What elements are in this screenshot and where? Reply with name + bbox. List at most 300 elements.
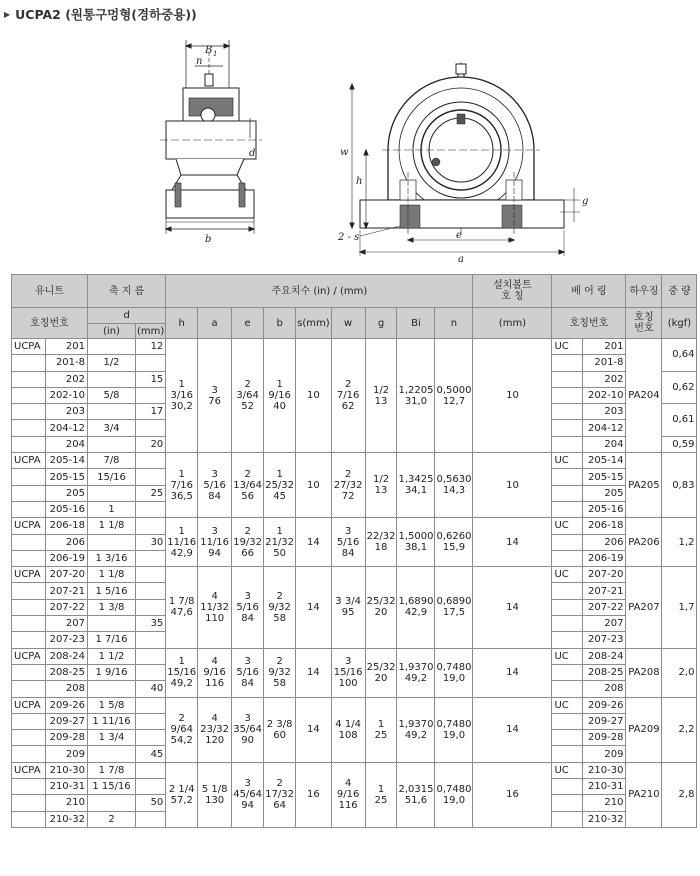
bolt-size: 10 [473, 453, 552, 518]
dim-bi-value: 49,2 [404, 729, 428, 741]
dim-n [435, 518, 473, 567]
dim-g-value: 13 [374, 485, 388, 497]
unit-no: 207-21 [46, 583, 88, 599]
shaft-in [88, 795, 136, 811]
dim-n [435, 567, 473, 648]
shaft-in: 1 [88, 501, 136, 517]
unit-no: 208 [46, 681, 88, 697]
unit-prefix [12, 534, 46, 550]
unit-prefix [12, 779, 46, 795]
table-row [12, 339, 697, 355]
dim-g [365, 567, 397, 648]
bearing-prefix [552, 632, 583, 648]
dim-bi [397, 518, 435, 567]
unit-prefix [12, 404, 46, 420]
unit-no: 208-24 [46, 648, 88, 664]
label-n: n [196, 56, 203, 67]
dim-h-value: 1 [178, 379, 185, 391]
page-title-text: UCPA2 (원통구멍형(경하중용)) [15, 7, 197, 22]
shaft-mm [136, 453, 166, 469]
shaft-in [88, 371, 136, 387]
unit-no: 205-16 [46, 501, 88, 517]
dim-b-value: 2 [276, 656, 283, 668]
dim-e-value: 5/16 [236, 601, 259, 613]
header-a: a [198, 308, 232, 339]
header-bearing-no: 호칭번호 [552, 308, 626, 339]
bolt-size: 10 [473, 339, 552, 453]
unit-no: 204-12 [46, 420, 88, 436]
bearing-prefix [552, 795, 583, 811]
dim-n-value: 19,0 [442, 794, 466, 806]
shaft-in: 1 5/8 [88, 697, 136, 713]
unit-prefix [12, 387, 46, 403]
shaft-mm [136, 420, 166, 436]
label-a: a [458, 254, 464, 265]
header-b: b [264, 308, 296, 339]
shaft-mm: 35 [136, 616, 166, 632]
bearing-no: 208 [583, 681, 626, 697]
bearing-no: 206 [583, 534, 626, 550]
dim-bi-value: 31,0 [404, 395, 428, 407]
bearing-no: 209-28 [583, 730, 626, 746]
dim-n-value: 14,3 [442, 485, 466, 497]
shaft-mm: 40 [136, 681, 166, 697]
weight-value: 0,59 [662, 436, 697, 452]
shaft-in: 2 [88, 811, 136, 827]
bearing-no: 205-16 [583, 501, 626, 517]
dim-e-value: 94 [241, 800, 254, 812]
bearing-prefix [552, 469, 583, 485]
shaft-mm: 15 [136, 371, 166, 387]
dim-b-value: 17/32 [265, 789, 295, 801]
unit-no: 205-14 [46, 453, 88, 469]
dim-n [435, 648, 473, 697]
dim-s: 14 [296, 567, 332, 648]
dim-h-value: 1 [178, 525, 185, 537]
unit-prefix [12, 355, 46, 371]
dim-a [198, 339, 232, 453]
dim-w-value: 27/32 [333, 479, 363, 491]
bearing-no: 207 [583, 616, 626, 632]
dim-h-value: 1 [178, 656, 185, 668]
shaft-mm [136, 550, 166, 566]
bearing-prefix [552, 811, 583, 827]
weight-value: 2,8 [662, 762, 697, 827]
dim-bi-value: 42,9 [404, 607, 428, 619]
dim-a [198, 648, 232, 697]
dim-h [166, 339, 198, 453]
dim-a [198, 697, 232, 762]
bearing-prefix [552, 664, 583, 680]
bearing-no: 208-24 [583, 648, 626, 664]
unit-prefix: UCPA [12, 453, 46, 469]
dim-w-value: 4 1/4 [335, 718, 361, 730]
dim-n-value: 15,9 [442, 542, 466, 554]
shaft-mm [136, 355, 166, 371]
dim-g-value: 1/2 [372, 384, 390, 396]
bearing-prefix [552, 404, 583, 420]
dim-bi-value: 2,0315 [398, 783, 434, 795]
dim-w-value: 3 [344, 656, 352, 668]
bearing-no: 205-14 [583, 453, 626, 469]
dim-g [365, 697, 397, 762]
dim-h-value: 54,2 [170, 735, 193, 747]
header-h: h [166, 308, 198, 339]
unit-no: 203 [46, 404, 88, 420]
label-b: b [205, 234, 212, 245]
unit-no: 201 [46, 339, 88, 355]
header-d: d [88, 308, 166, 324]
dim-bi [397, 339, 435, 453]
header-shaft: 축 지 름 [88, 275, 166, 308]
header-bolt-mm: (mm) [473, 308, 552, 339]
weight-value: 0,64 [662, 339, 697, 372]
dim-s: 10 [296, 453, 332, 518]
dim-b [264, 762, 296, 827]
bolt-size: 16 [473, 762, 552, 827]
dim-a-value: 4 [211, 590, 218, 602]
shaft-in: 1 15/16 [88, 779, 136, 795]
unit-no: 209-26 [46, 697, 88, 713]
bearing-no: 206-19 [583, 550, 626, 566]
unit-no: 207 [46, 616, 88, 632]
dim-e-value: 2 [244, 525, 251, 537]
shaft-in: 1 1/8 [88, 518, 136, 534]
shaft-mm [136, 730, 166, 746]
dim-b [264, 697, 296, 762]
unit-no: 210-31 [46, 779, 88, 795]
unit-prefix [12, 420, 46, 436]
dim-g-value: 22/32 [366, 531, 396, 543]
header-bolt-line1: 설치볼트 [493, 280, 532, 291]
dim-h [166, 567, 198, 648]
bearing-prefix [552, 501, 583, 517]
bearing-no: 205 [583, 485, 626, 501]
dim-b-value: 58 [273, 612, 286, 624]
shaft-mm: 30 [136, 534, 166, 550]
dim-w-value: 62 [341, 401, 355, 413]
dim-bi [397, 762, 435, 827]
bearing-prefix [552, 550, 583, 566]
dim-a-value: 11/16 [200, 536, 230, 548]
dim-a-value: 110 [205, 612, 225, 624]
dim-n-value: 0,7480 [436, 661, 472, 673]
weight-value: 1,2 [662, 518, 697, 567]
dim-b [264, 518, 296, 567]
unit-prefix [12, 730, 46, 746]
bearing-prefix: UC [552, 697, 583, 713]
label-s: 2 - s [338, 232, 360, 243]
unit-prefix: UCPA [12, 762, 46, 778]
unit-prefix [12, 469, 46, 485]
dim-w-value: 84 [341, 547, 355, 559]
dim-w [331, 567, 365, 648]
dim-w-value: 5/16 [336, 536, 360, 548]
unit-prefix [12, 485, 46, 501]
shaft-mm: 50 [136, 795, 166, 811]
unit-no: 202 [46, 371, 88, 387]
dim-n-value: 17,5 [442, 607, 466, 619]
dim-w-value: 7/16 [336, 390, 360, 402]
bearing-no: 203 [583, 404, 626, 420]
dim-b-value: 1 [276, 379, 283, 391]
dim-n-value: 0,5630 [436, 474, 472, 486]
table-row [12, 453, 697, 469]
header-row-2 [12, 308, 697, 324]
dim-w-value: 72 [341, 490, 355, 502]
dim-e [232, 648, 264, 697]
unit-prefix [12, 550, 46, 566]
shaft-mm [136, 501, 166, 517]
dim-b-value: 2 3/8 [266, 718, 293, 730]
bearing-no: 209 [583, 746, 626, 762]
dim-g-value: 20 [374, 672, 388, 684]
weight-value: 1,7 [662, 567, 697, 648]
dim-g-value: 1 [377, 783, 385, 795]
dim-w-value: 9/16 [336, 789, 360, 801]
shaft-mm [136, 762, 166, 778]
dim-bi [397, 567, 435, 648]
header-housing-no [626, 308, 662, 339]
shaft-in: 15/16 [88, 469, 136, 485]
shaft-in: 5/8 [88, 387, 136, 403]
shaft-in: 3/4 [88, 420, 136, 436]
dim-bi-value: 49,2 [404, 672, 428, 684]
header-bolt-line2: 호 칭 [501, 291, 524, 302]
shaft-mm: 25 [136, 485, 166, 501]
dim-w-value: 2 [344, 468, 352, 480]
dim-b-value: 9/16 [268, 390, 291, 402]
bearing-prefix [552, 436, 583, 452]
bearing-prefix: UC [552, 518, 583, 534]
shaft-mm [136, 469, 166, 485]
bearing-no: 205-15 [583, 469, 626, 485]
unit-prefix [12, 713, 46, 729]
dim-n [435, 762, 473, 827]
shaft-mm [136, 518, 166, 534]
dim-e-value: 84 [241, 678, 254, 690]
dim-w-value: 108 [338, 729, 358, 741]
table-row [12, 648, 697, 664]
shaft-mm [136, 779, 166, 795]
unit-no: 206 [46, 534, 88, 550]
dim-a [198, 762, 232, 827]
dim-bi-value: 1,9370 [398, 661, 434, 673]
housing-no: PA209 [626, 697, 662, 762]
dim-e-value: 19/32 [233, 536, 263, 548]
dim-h [166, 697, 198, 762]
dim-bi-value: 38,1 [404, 542, 428, 554]
header-e: e [232, 308, 264, 339]
weight-value: 0,62 [662, 371, 697, 404]
dim-w-value: 2 [344, 379, 352, 391]
shaft-mm [136, 599, 166, 615]
housing-no: PA206 [626, 518, 662, 567]
bearing-prefix [552, 746, 583, 762]
header-unit-no: 호칭번호 [12, 308, 88, 339]
dim-b [264, 648, 296, 697]
dim-b-value: 21/32 [265, 536, 295, 548]
header-housing-no-line2: 번호 [634, 323, 654, 334]
bearing-drawings [0, 28, 700, 272]
dim-g-value: 20 [374, 607, 388, 619]
dim-h [166, 518, 198, 567]
bearing-no: 207-20 [583, 567, 626, 583]
shaft-in [88, 339, 136, 355]
dim-w [331, 762, 365, 827]
dim-w [331, 648, 365, 697]
dim-n-value: 19,0 [442, 729, 466, 741]
unit-prefix [12, 746, 46, 762]
dim-e-value: 84 [241, 612, 254, 624]
unit-prefix [12, 436, 46, 452]
shaft-in [88, 534, 136, 550]
shaft-in: 1 5/16 [88, 583, 136, 599]
dim-e-value: 3 [244, 778, 251, 790]
unit-prefix [12, 681, 46, 697]
header-dims: 주요치수 (in) / (mm) [166, 275, 473, 308]
dim-h-value: 30,2 [170, 401, 193, 413]
unit-no: 210-32 [46, 811, 88, 827]
shaft-in: 1 11/16 [88, 713, 136, 729]
dim-e-value: 66 [241, 547, 254, 559]
header-bolt [473, 275, 552, 308]
shaft-in [88, 404, 136, 420]
header-housing-no-line1: 호칭 [634, 312, 654, 323]
shaft-mm: 45 [136, 746, 166, 762]
dim-bi-value: 1,2205 [398, 384, 434, 396]
housing-no: PA205 [626, 453, 662, 518]
dim-b [264, 339, 296, 453]
dim-n-value: 0,6260 [436, 531, 472, 543]
label-b1: B [205, 45, 213, 56]
bearing-no: 207-22 [583, 599, 626, 615]
header-n: n [435, 308, 473, 339]
dim-h [166, 453, 198, 518]
unit-no: 207-22 [46, 599, 88, 615]
dim-b-value: 58 [273, 678, 286, 690]
dim-bi [397, 697, 435, 762]
dim-e [232, 339, 264, 453]
dim-a-value: 5 1/8 [201, 783, 228, 795]
bearing-prefix [552, 681, 583, 697]
housing-no: PA204 [626, 339, 662, 453]
shaft-in: 1 3/16 [88, 550, 136, 566]
dim-g [365, 453, 397, 518]
bearing-no: 210-30 [583, 762, 626, 778]
header-mm: (mm) [137, 325, 165, 337]
dim-e-value: 56 [241, 490, 254, 502]
dim-b-value: 40 [273, 401, 286, 413]
bearing-no: 207-21 [583, 583, 626, 599]
dim-a-value: 84 [208, 490, 221, 502]
bearing-no: 204 [583, 436, 626, 452]
unit-prefix [12, 583, 46, 599]
housing-no: PA207 [626, 567, 662, 648]
unit-no: 207-23 [46, 632, 88, 648]
table-row [12, 518, 697, 534]
bearing-no: 204-12 [583, 420, 626, 436]
dim-e-value: 3 [244, 590, 251, 602]
bearing-prefix [552, 730, 583, 746]
shaft-in: 1 1/2 [88, 648, 136, 664]
dim-a-value: 9/16 [203, 667, 226, 679]
dim-h-value: 49,2 [170, 678, 193, 690]
header-w: w [331, 308, 365, 339]
table-row [12, 697, 697, 713]
dim-w-value: 4 [344, 778, 352, 790]
dim-w-value: 3 [344, 525, 352, 537]
dim-h-value: 1 7/8 [168, 596, 195, 608]
dim-s: 14 [296, 648, 332, 697]
table-row [12, 567, 697, 583]
dim-e-value: 35/64 [233, 724, 263, 736]
bearing-no: 210 [583, 795, 626, 811]
dim-a-value: 11/32 [200, 601, 230, 613]
dim-e-value: 45/64 [233, 789, 263, 801]
dim-a-value: 3 [211, 384, 218, 396]
unit-no: 204 [46, 436, 88, 452]
shaft-in: 1 3/4 [88, 730, 136, 746]
shaft-in [88, 746, 136, 762]
header-in: (in) [88, 324, 136, 339]
dim-n [435, 697, 473, 762]
bearing-no: 202-10 [583, 387, 626, 403]
shaft-mm [136, 811, 166, 827]
dim-w-value: 3 3/4 [335, 596, 361, 608]
shaft-mm [136, 664, 166, 680]
dim-h-value: 11/16 [167, 536, 197, 548]
unit-prefix [12, 811, 46, 827]
dim-a-value: 23/32 [200, 724, 230, 736]
shaft-mm [136, 583, 166, 599]
dim-s: 14 [296, 697, 332, 762]
spec-table [11, 274, 697, 828]
dim-e [232, 518, 264, 567]
weight-value: 0,83 [662, 453, 697, 518]
dim-b-value: 1 [276, 525, 283, 537]
dim-b [264, 567, 296, 648]
unit-no: 210 [46, 795, 88, 811]
header-bi: Bi [397, 308, 435, 339]
header-bearing: 베 어 링 [552, 275, 626, 308]
bearing-no: 201-8 [583, 355, 626, 371]
unit-prefix [12, 632, 46, 648]
dim-g-value: 25/32 [366, 596, 396, 608]
dim-e-value: 3/64 [236, 390, 259, 402]
dim-h-value: 15/16 [167, 667, 197, 679]
housing-no: PA208 [626, 648, 662, 697]
label-g: g [582, 196, 589, 207]
shaft-in: 1 7/8 [88, 762, 136, 778]
dim-a [198, 453, 232, 518]
dim-g-value: 25/32 [366, 661, 396, 673]
unit-prefix: UCPA [12, 518, 46, 534]
bearing-no: 209-27 [583, 713, 626, 729]
dim-g-value: 1 [377, 718, 385, 730]
unit-no: 209 [46, 746, 88, 762]
shaft-mm [136, 387, 166, 403]
dim-b-value: 2 [276, 590, 283, 602]
dim-bi [397, 453, 435, 518]
dim-n-value: 12,7 [442, 395, 466, 407]
shaft-in [88, 436, 136, 452]
shaft-in [88, 616, 136, 632]
label-d: d [249, 148, 256, 159]
bearing-prefix [552, 420, 583, 436]
dim-g-value: 18 [374, 542, 388, 554]
shaft-in: 1 9/16 [88, 664, 136, 680]
